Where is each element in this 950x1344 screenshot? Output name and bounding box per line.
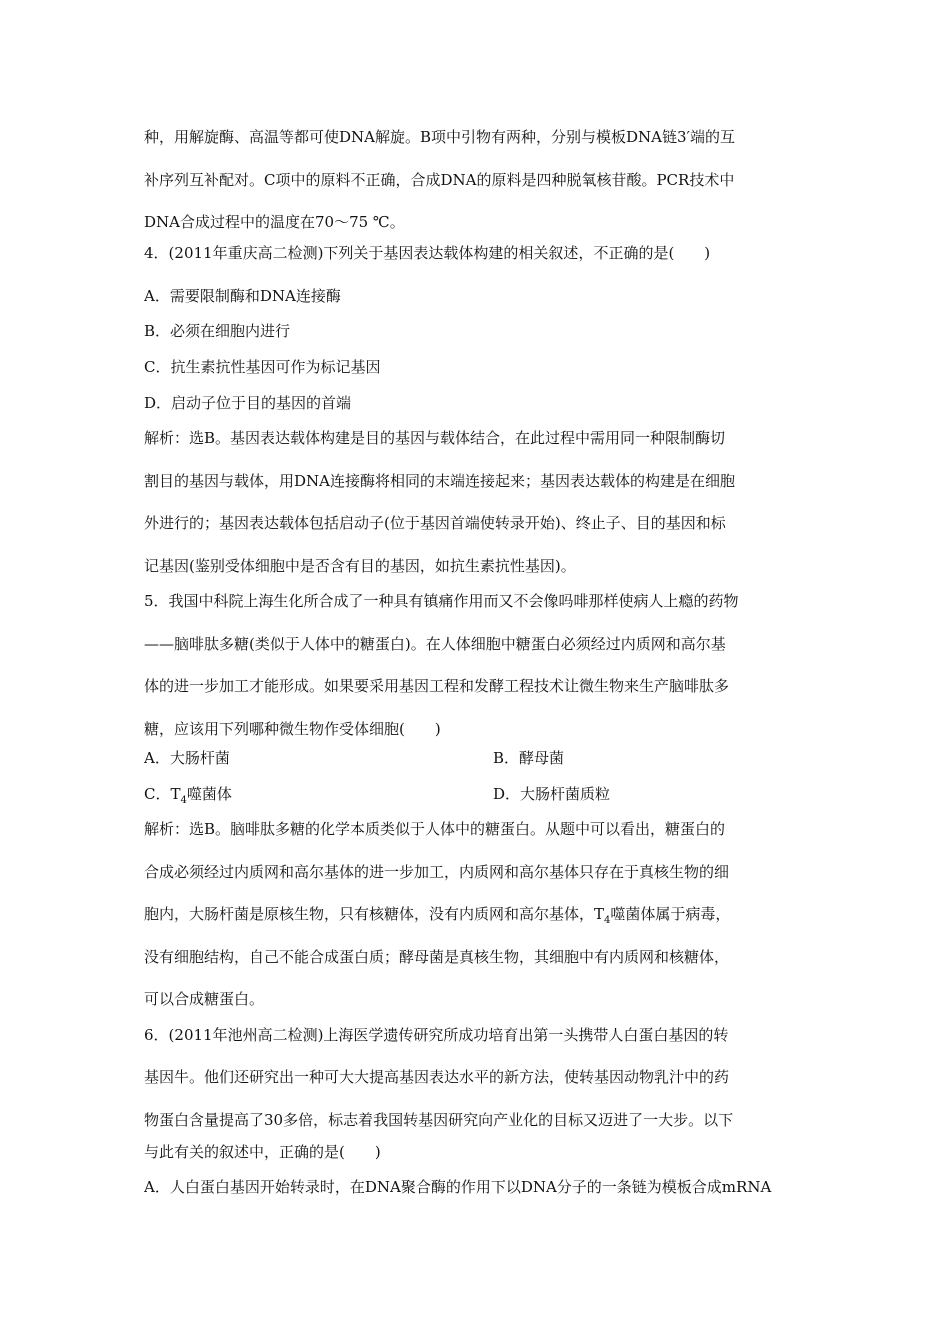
q6-stem-line-4: 与此有关的叙述中，正确的是( )	[144, 1143, 381, 1161]
q4-explanation-line-3: 外进行的；基因表达载体包括启动子(位于基因首端使转录开始)、终止子、目的基因和标	[144, 514, 726, 532]
q6-stem-line-3: 物蛋白含量提高了30多倍，标志着我国转基因研究向产业化的目标又迈进了一大步。以下	[144, 1111, 734, 1129]
q4-option-c: C．抗生素抗性基因可作为标记基因	[144, 358, 381, 376]
q6-stem-line-2: 基因牛。他们还研究出一种可大大提高基因表达水平的新方法，使转基因动物乳汁中的药	[144, 1068, 730, 1086]
q5-option-c	[144, 785, 232, 806]
q4-explanation-line-4: 记基因(鉴别受体细胞中是否含有目的基因，如抗生素抗性基因)。	[144, 557, 576, 575]
q5-stem-line-1: 5．我国中科院上海生化所合成了一种具有镇痛作用而又不会像吗啡那样使病人上瘾的药物	[144, 592, 739, 610]
q5-option-c-subscript: 4	[180, 795, 187, 806]
q5-option-b: B．酵母菌	[493, 749, 565, 767]
q5-explanation-line-2: 合成必须经过内质网和高尔基体的进一步加工，内质网和高尔基体只存在于真核生物的细	[144, 863, 730, 881]
q5-options-row-2	[144, 784, 810, 804]
q5-options-row-1	[144, 748, 810, 768]
q4-stem-part-b: 正确的是( )	[608, 244, 711, 262]
q5-explanation-line-3-subscript: 4	[604, 915, 611, 924]
q3-explanation-line-1: 种，用解旋酶、高温等都可使DNA解旋。B项中引物有两种，分别与模板DNA链3′端的互	[144, 128, 735, 146]
q4-explanation-line-2: 割目的基因与载体，用DNA连接酶将相同的末端连接起来；基因表达载体的构建是在细胞	[144, 472, 735, 490]
q5-stem-line-3: 体的进一步加工才能形成。如果要采用基因工程和发酵工程技术让微生物来生产脑啡肽多	[144, 677, 730, 695]
q4-option-a: A．需要限制酶和DNA连接酶	[144, 287, 341, 305]
q5-option-a: A．大肠杆菌	[144, 749, 230, 767]
q4-explanation-line-1: 解析：选B。基因表达载体构建是目的基因与载体结合，在此过程中需用同一种限制酶切	[144, 429, 726, 447]
q5-explanation-line-3	[144, 904, 810, 924]
q5-option-d: D．大肠杆菌质粒	[493, 785, 611, 803]
q6-option-a: A．人白蛋白基因开始转录时，在DNA聚合酶的作用下以DNA分子的一条链为模板合成mRNA	[144, 1178, 772, 1196]
q4-option-d: D．启动子位于目的基因的首端	[144, 394, 352, 412]
q5-stem-line-4: 糖，应该用下列哪种微生物作受体细胞( )	[144, 720, 441, 738]
q4-emphasis-dot-char: 不	[593, 244, 609, 262]
q5-explanation-line-3-pre: 胞内，大肠杆菌是原核生物，只有核糖体，没有内质网和高尔基体，T	[144, 905, 605, 923]
q4-option-b: B．必须在细胞内进行	[144, 322, 291, 340]
q5-option-c-post: 噬菌体	[186, 785, 232, 803]
q3-explanation-line-2: 补序列互补配对。C项中的原料不正确，合成DNA的原料是四种脱氧核苷酸。PCR技术中	[144, 171, 735, 189]
q5-stem-line-2: ——脑啡肽多糖(类似于人体中的糖蛋白)。在人体细胞中糖蛋白必须经过内质网和高尔基	[144, 635, 726, 653]
q5-option-c-pre: C．T	[144, 785, 181, 803]
q4-stem	[144, 243, 810, 263]
q5-explanation-line-1: 解析：选B。脑啡肽多糖的化学本质类似于人体中的糖蛋白。从题中可以看出，糖蛋白的	[144, 820, 726, 838]
q4-stem-part-a: 4．(2011年重庆高二检测)下列关于基因表达载体构建的相关叙述，	[144, 244, 594, 262]
q5-explanation-line-3-post: 噬菌体属于病毒，	[610, 905, 731, 923]
q3-explanation-line-3: DNA合成过程中的温度在70～75 ℃。	[144, 213, 405, 231]
q5-explanation-line-4: 没有细胞结构，自己不能合成蛋白质；酵母菌是真核生物，其细胞中有内质网和核糖体，	[144, 948, 730, 966]
q5-explanation-line-5: 可以合成糖蛋白。	[144, 990, 265, 1008]
q6-stem-line-1: 6．(2011年池州高二检测)上海医学遗传研究所成功培育出第一头携带人白蛋白基因的转	[144, 1026, 729, 1044]
